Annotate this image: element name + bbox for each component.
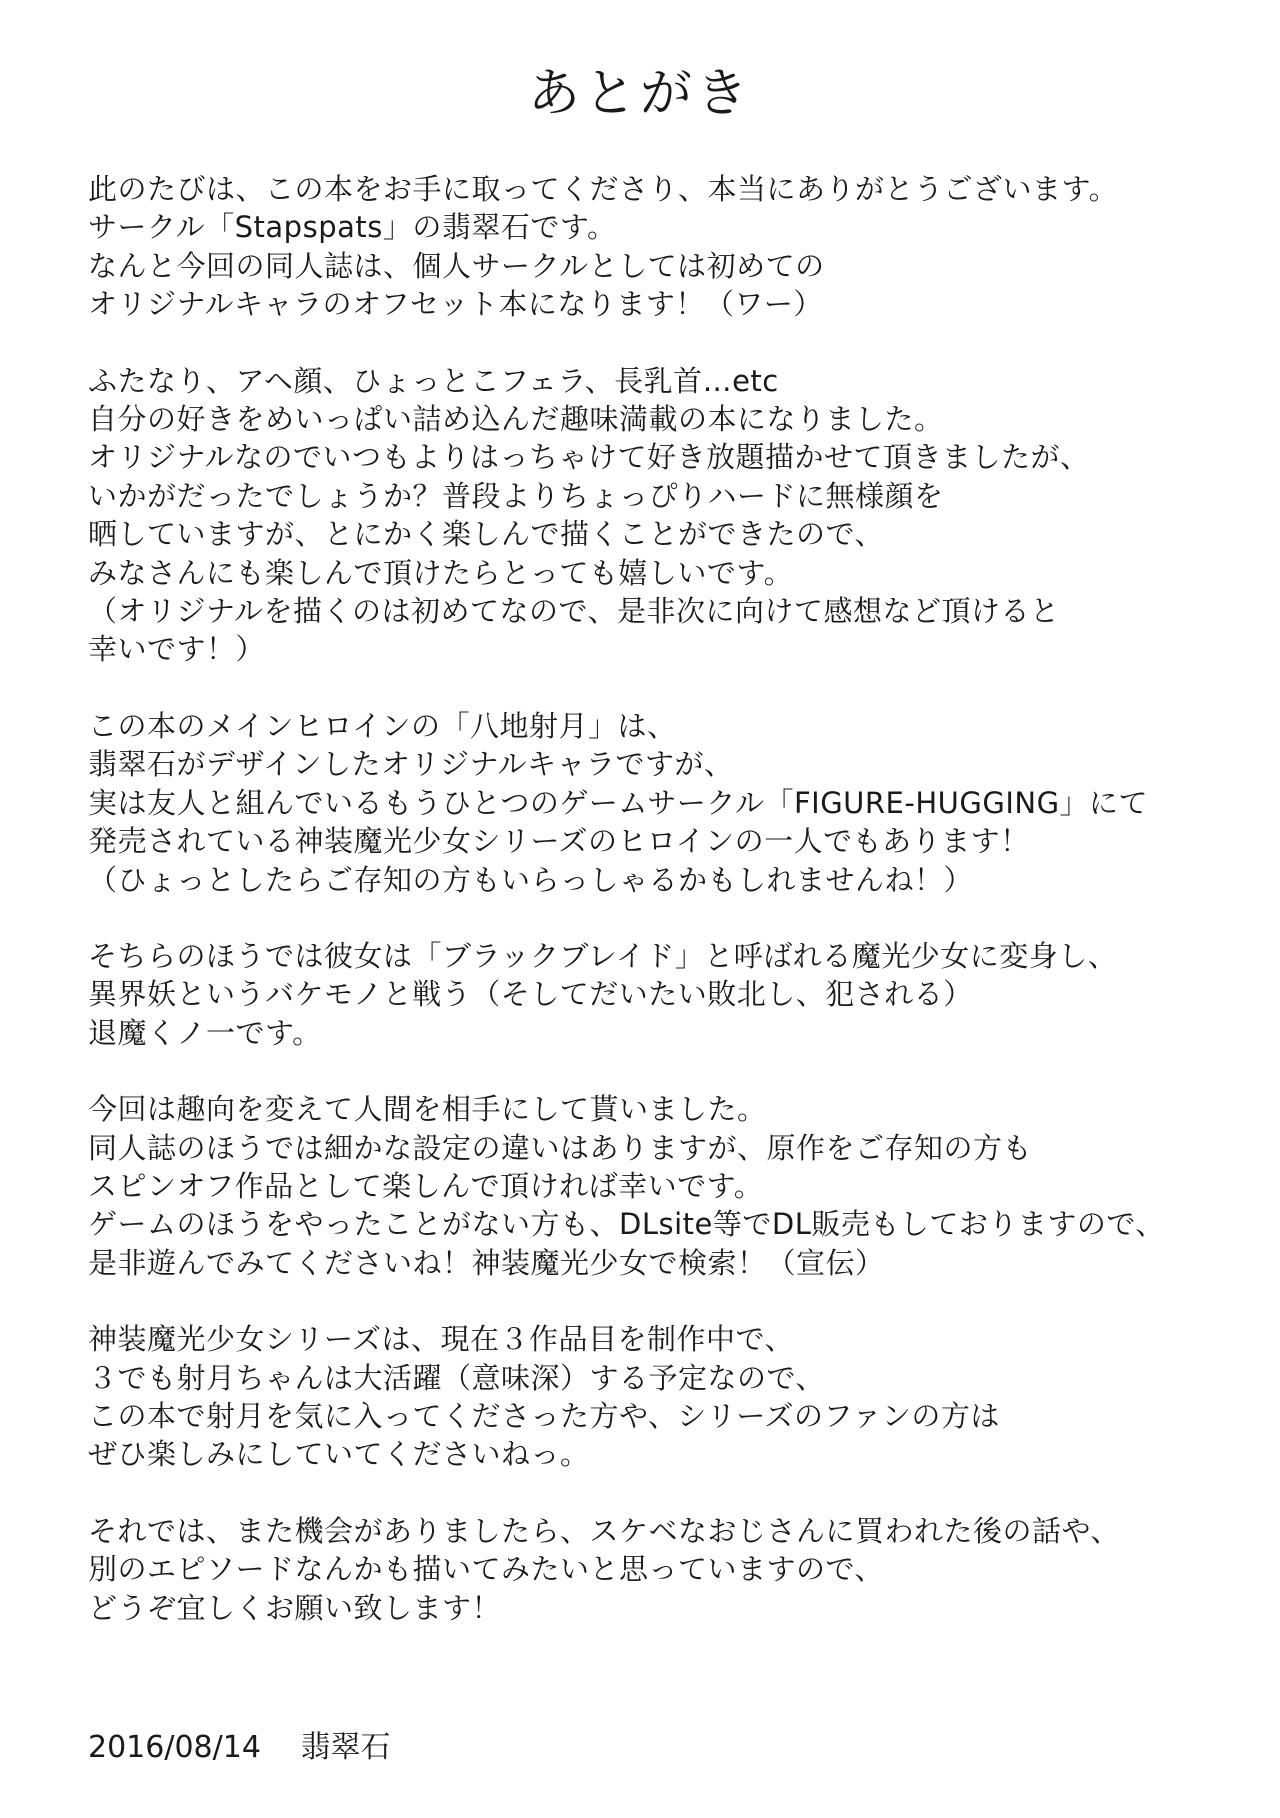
text-line: 自分の好きをめいっぱい詰め込んだ趣味満載の本になりました。 [88,402,944,437]
text-line: 晒していますが、とにかく楽しんで描くことができたので、 [88,517,884,552]
text-line: オリジナルなのでいつもよりはっちゃけて好き放題描かせて頂きましたが、 [88,440,1090,475]
page-title: あとがき [527,64,752,124]
text-line: 是非遊んでみてくださいね！神装魔光少女で検索！（宣伝） [88,1245,885,1280]
paragraph [88,362,1238,669]
text-line: いかがだったでしょうか？普段よりちょっぴりハードに無様顔を [88,478,944,513]
text-line: そちらのほうでは彼女は「ブラックブレイド」と呼ばれる魔光少女に変身し、 [88,938,1118,973]
afterword-body [88,170,1238,1665]
paragraph [88,1512,1238,1627]
signature-date: 2016/08/14 [88,1730,261,1765]
text-line: 別のエピソードなんかも描いてみたいと思っていますので、 [88,1552,884,1587]
text-line: ふたなり、アヘ顔、ひょっとこフェラ、長乳首…etc [88,363,779,398]
text-line: 此のたびは、この本をお手に取ってくださり、本当にありがとうございます。 [88,172,1119,206]
text-line: （ひょっとしたらご存知の方もいらっしゃるかもしれませんね！） [88,862,974,897]
signature [88,1728,390,1768]
text-line: 実は友人と組んでいるもうひとつのゲームサークル「FIGURE-HUGGING」にて [88,785,1149,820]
text-line: 異界妖というバケモノと戦う（そしてだいたい敗北し、犯される） [88,977,973,1012]
text-line: なんと今回の同人誌は、個人サークルとしては初めての [88,248,825,283]
text-line: 同人誌のほうでは細かな設定の違いはありますが、原作をご存知の方も [88,1130,1033,1165]
paragraph [88,170,1238,324]
text-line: （オリジナルを描くのは初めてなので、是非次に向けて感想など頂けると [88,594,1060,629]
signature-author: 翡翠石 [300,1730,391,1765]
paragraph [88,937,1238,1052]
text-line: 翡翠石がデザインしたオリジナルキャラですが、 [88,747,734,782]
text-line: ぜひ楽しみにしていてくださいねっ。 [88,1437,590,1472]
paragraph [88,1090,1238,1282]
text-line: 神装魔光少女シリーズは、現在３作品目を制作中で、 [88,1322,794,1357]
text-line: サークル「Stapspats」の翡翠石です。 [88,210,617,245]
text-line: どうぞ宜しくお願い致します！ [88,1590,502,1625]
text-line: それでは、また機会がありましたら、スケベなおじさんに買われた後の話や、 [88,1513,1120,1548]
text-line: オリジナルキャラのオフセット本になります！（ワー） [88,287,823,322]
paragraph [88,1320,1238,1474]
text-line: ゲームのほうをやったことがない方も、DLsite等でDL販売もしておりますので、 [88,1207,1165,1242]
text-line: 幸いです！） [88,632,266,667]
text-line: この本で射月を気に入ってくださった方や、シリーズのファンの方は [88,1398,1000,1433]
text-line: 発売されている神装魔光少女シリーズのヒロインの一人でもあります！ [88,824,1030,859]
text-line: 退魔くノ一です。 [88,1015,322,1050]
paragraph [88,707,1238,899]
text-line: みなさんにも楽しんで頂けたらとっても嬉しいです。 [88,555,794,590]
text-line: 今回は趣向を変えて人間を相手にして貰いました。 [88,1092,767,1127]
text-line: この本のメインヒロインの「八地射月」は、 [88,708,677,743]
text-line: ３でも射月ちゃんは大活躍（意味深）する予定なので、 [88,1360,825,1395]
text-line: スピンオフ作品として楽しんで頂ければ幸いです。 [88,1168,764,1203]
